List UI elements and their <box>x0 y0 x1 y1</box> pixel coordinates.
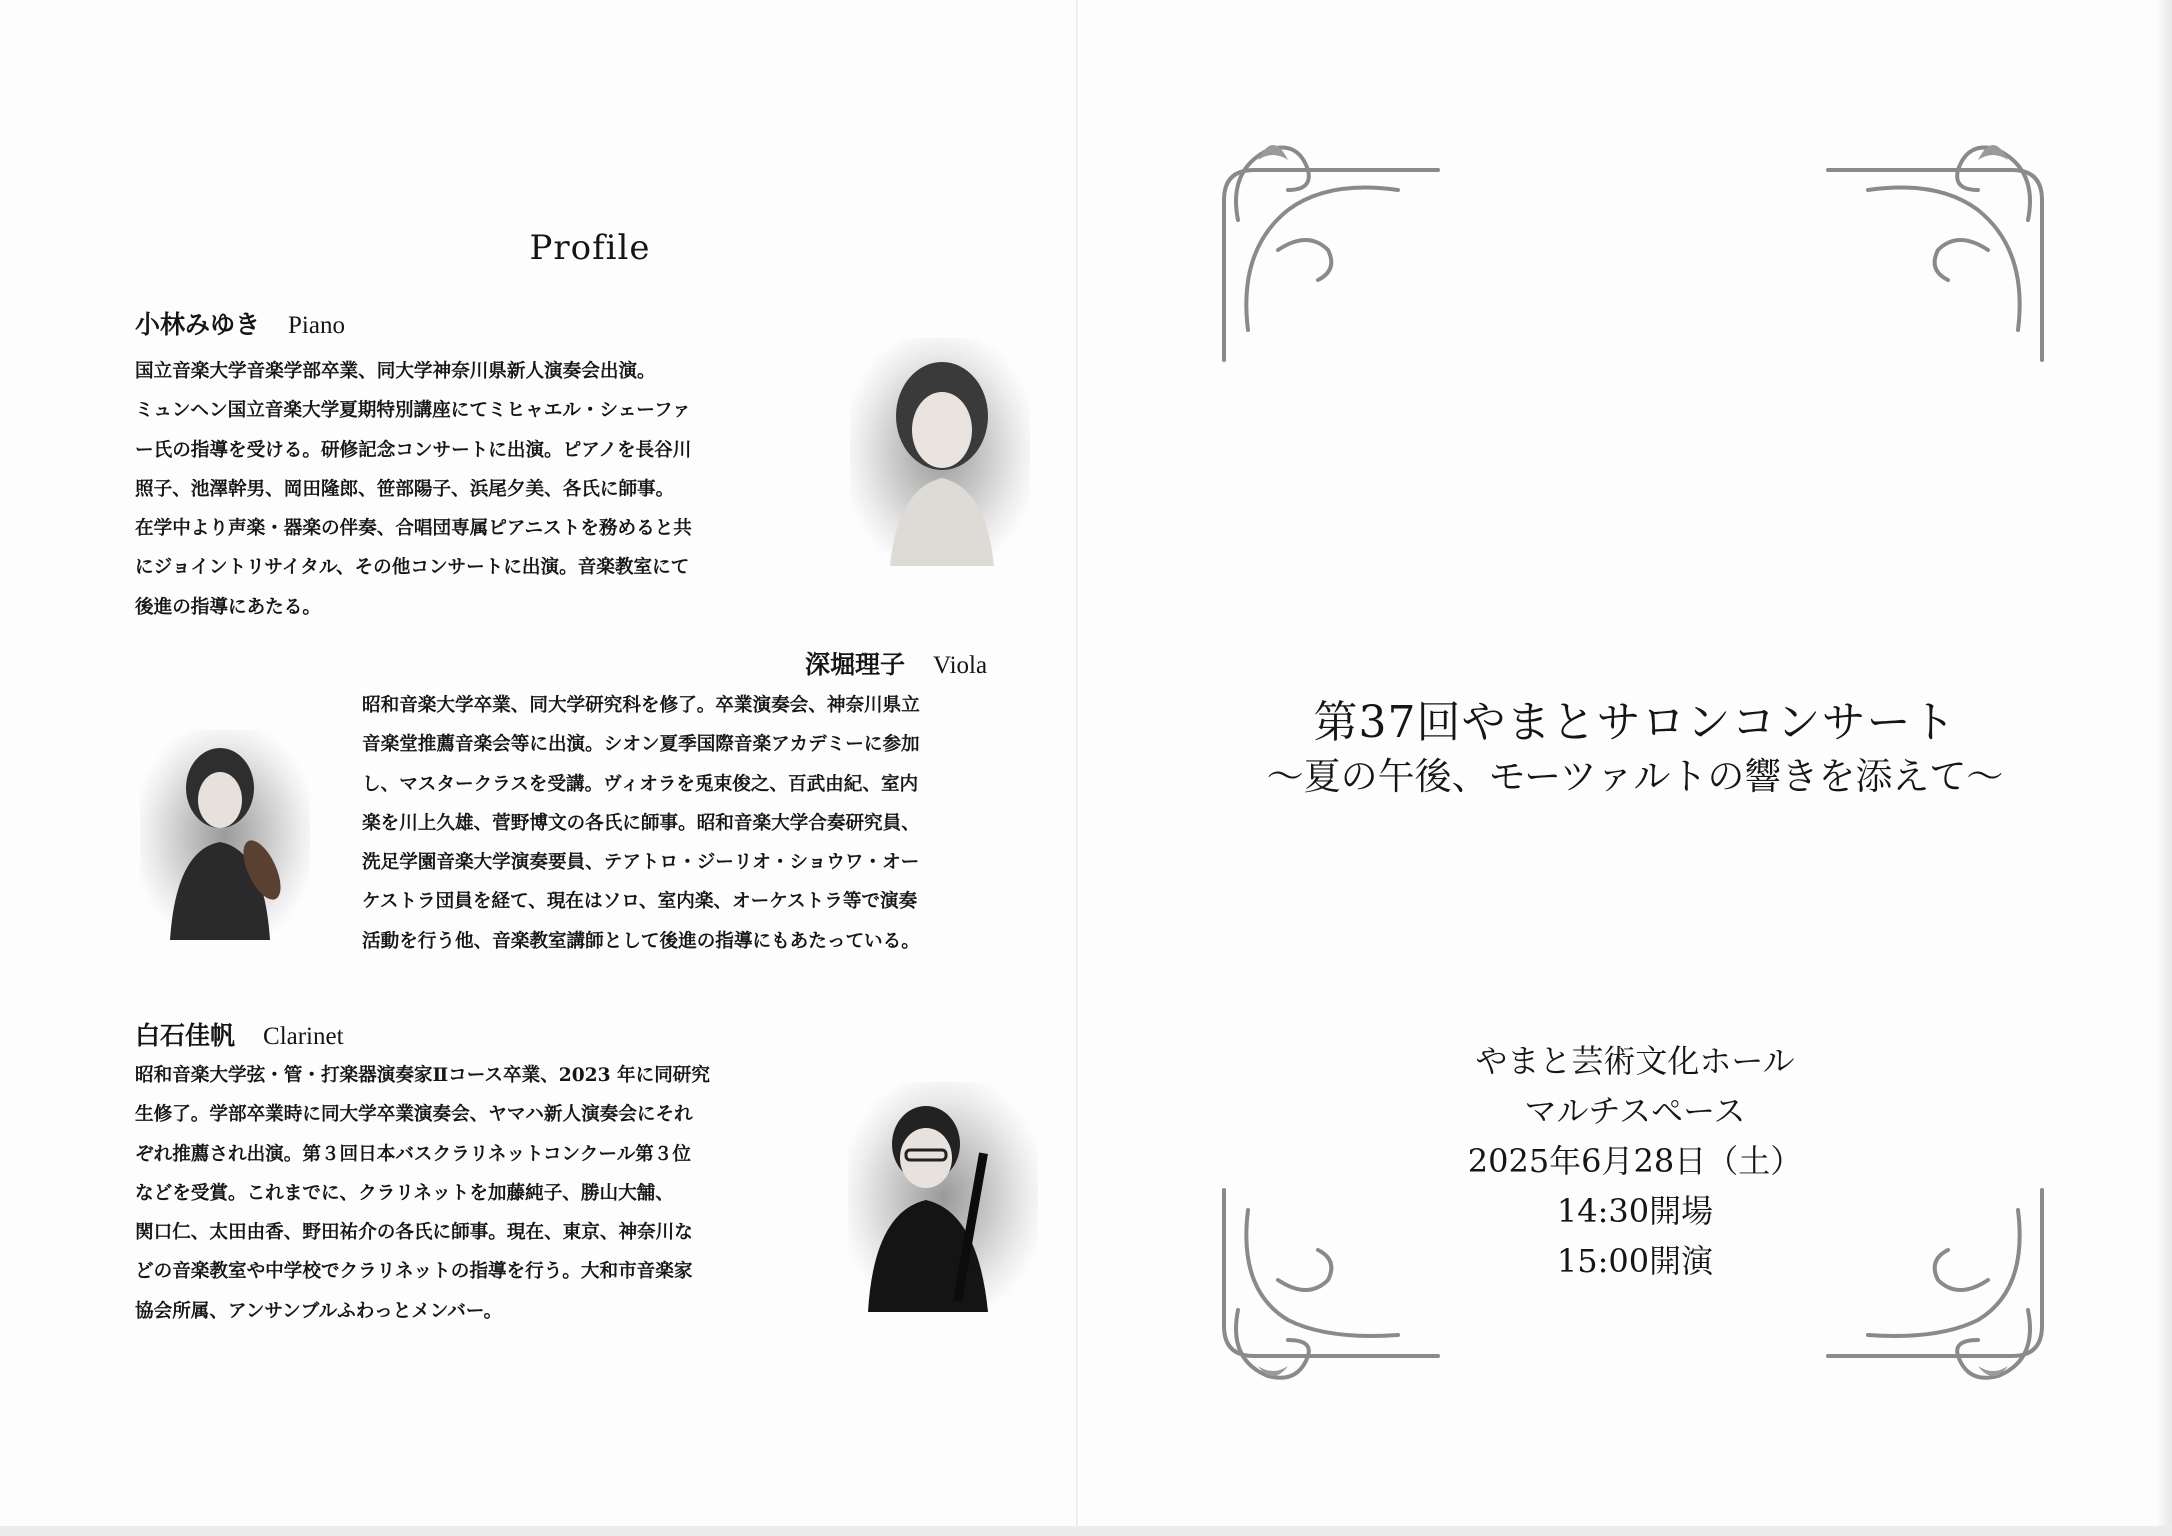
portrait-silhouette <box>850 338 1030 566</box>
bio-line: 楽を川上久雄、菅野博文の各氏に師事。昭和音楽大学合奏研究員、 <box>362 812 920 834</box>
performer-name: 深堀理子 <box>805 650 906 679</box>
bio-viola <box>362 686 1042 961</box>
bio-line: ぞれ推薦され出演。第３回日本バスクラリネットコンクール第３位 <box>135 1143 691 1165</box>
bio-clarinet <box>135 1056 825 1331</box>
bio-line: し、マスタークラスを受講。ヴィオラを兎束俊之、百武由紀、室内 <box>362 773 919 795</box>
bio-line: 国立音楽大学音楽学部卒業、同大学神奈川県新人演奏会出演。 <box>135 361 656 382</box>
venue-room: マルチスペース <box>1524 1092 1746 1130</box>
bio-line: 照子、池澤幹男、岡田隆郎、笹部陽子、浜尾夕美、各氏に師事。 <box>135 478 675 500</box>
bio-line: 音楽堂推薦音楽会等に出演。シオン夏季国際音楽アカデミーに参加 <box>362 734 920 756</box>
bio-line: ミュンヘン国立音楽大学夏期特別講座にてミヒャエル・シェーファ <box>135 400 691 422</box>
bio-line: などを受賞。これまでに、クラリネットを加藤純子、勝山大舗、 <box>135 1182 674 1204</box>
bio-line: 後進の指導にあたる。 <box>135 596 321 618</box>
violist-photo <box>140 730 310 940</box>
portrait-silhouette <box>140 730 310 940</box>
performer-instrument: Clarinet <box>263 1023 344 1050</box>
venue-name: やまと芸術文化ホール <box>1475 1042 1795 1080</box>
profile-heading: Profile <box>529 228 651 268</box>
performer-name-clarinet <box>135 1016 344 1052</box>
doors-open-time: 14:30開場 <box>1556 1192 1714 1230</box>
bio-line: 活動を行う他、音楽教室講師として後進の指導にもあたっている。 <box>362 930 920 952</box>
bio-line: ケストラ団員を経て、現在はソロ、室内楽、オーケストラ等で演奏 <box>362 891 918 913</box>
bio-line: 在学中より声楽・器楽の伴奏、合唱団専属ピアニストを務めると共 <box>135 518 692 540</box>
portrait-silhouette <box>848 1082 1038 1312</box>
concert-subtitle: 〜夏の午後、モーツァルトの響きを添えて〜 <box>1266 755 2004 798</box>
bio-line: にジョイントリサイタル、その他コンサートに出演。音楽教室にて <box>135 557 690 579</box>
performer-instrument: Viola <box>933 652 988 679</box>
pianist-photo <box>850 338 1030 566</box>
page-fold <box>1076 0 1078 1536</box>
bio-line: 洗足学園音楽大学演奏要員、テアトロ・ジーリオ・ショウワ・オー <box>362 852 920 874</box>
bio-line: 協会所属、アンサンブルふわっとメンバー。 <box>135 1300 503 1322</box>
bio-piano <box>135 352 825 627</box>
paper-edge <box>2158 0 2172 1536</box>
concert-date: 2025年6月28日（土） <box>1467 1142 1803 1180</box>
concert-title: 第37回やまとサロンコンサート <box>1313 697 1957 748</box>
performer-name-piano <box>135 305 345 341</box>
bio-line: どの音楽教室や中学校でクラリネットの指導を行う。大和市音楽家 <box>135 1261 693 1283</box>
bio-line: 関口仁、太田由香、野田祐介の各氏に師事。現在、東京、神奈川な <box>135 1222 693 1244</box>
start-time: 15:00開演 <box>1556 1242 1714 1280</box>
bio-line: 生修了。学部卒業時に同大学卒業演奏会、ヤマハ新人演奏会にそれ <box>135 1104 693 1126</box>
performer-name: 白石佳帆 <box>135 1021 236 1050</box>
clarinetist-photo <box>848 1082 1038 1312</box>
paper-edge-bottom <box>0 1526 2172 1536</box>
bio-line: ー氏の指導を受ける。研修記念コンサートに出演。ピアノを長谷川 <box>135 439 692 461</box>
performer-instrument: Piano <box>288 312 345 339</box>
bio-line: 昭和音楽大学卒業、同大学研究科を修了。卒業演奏会、神奈川県立 <box>362 695 920 716</box>
bio-line: 昭和音楽大学弦・管・打楽器演奏家Ⅱコース卒業、2023 年に同研究 <box>135 1065 710 1086</box>
performer-name: 小林みゆき <box>135 310 261 339</box>
performer-name-viola <box>805 645 987 681</box>
